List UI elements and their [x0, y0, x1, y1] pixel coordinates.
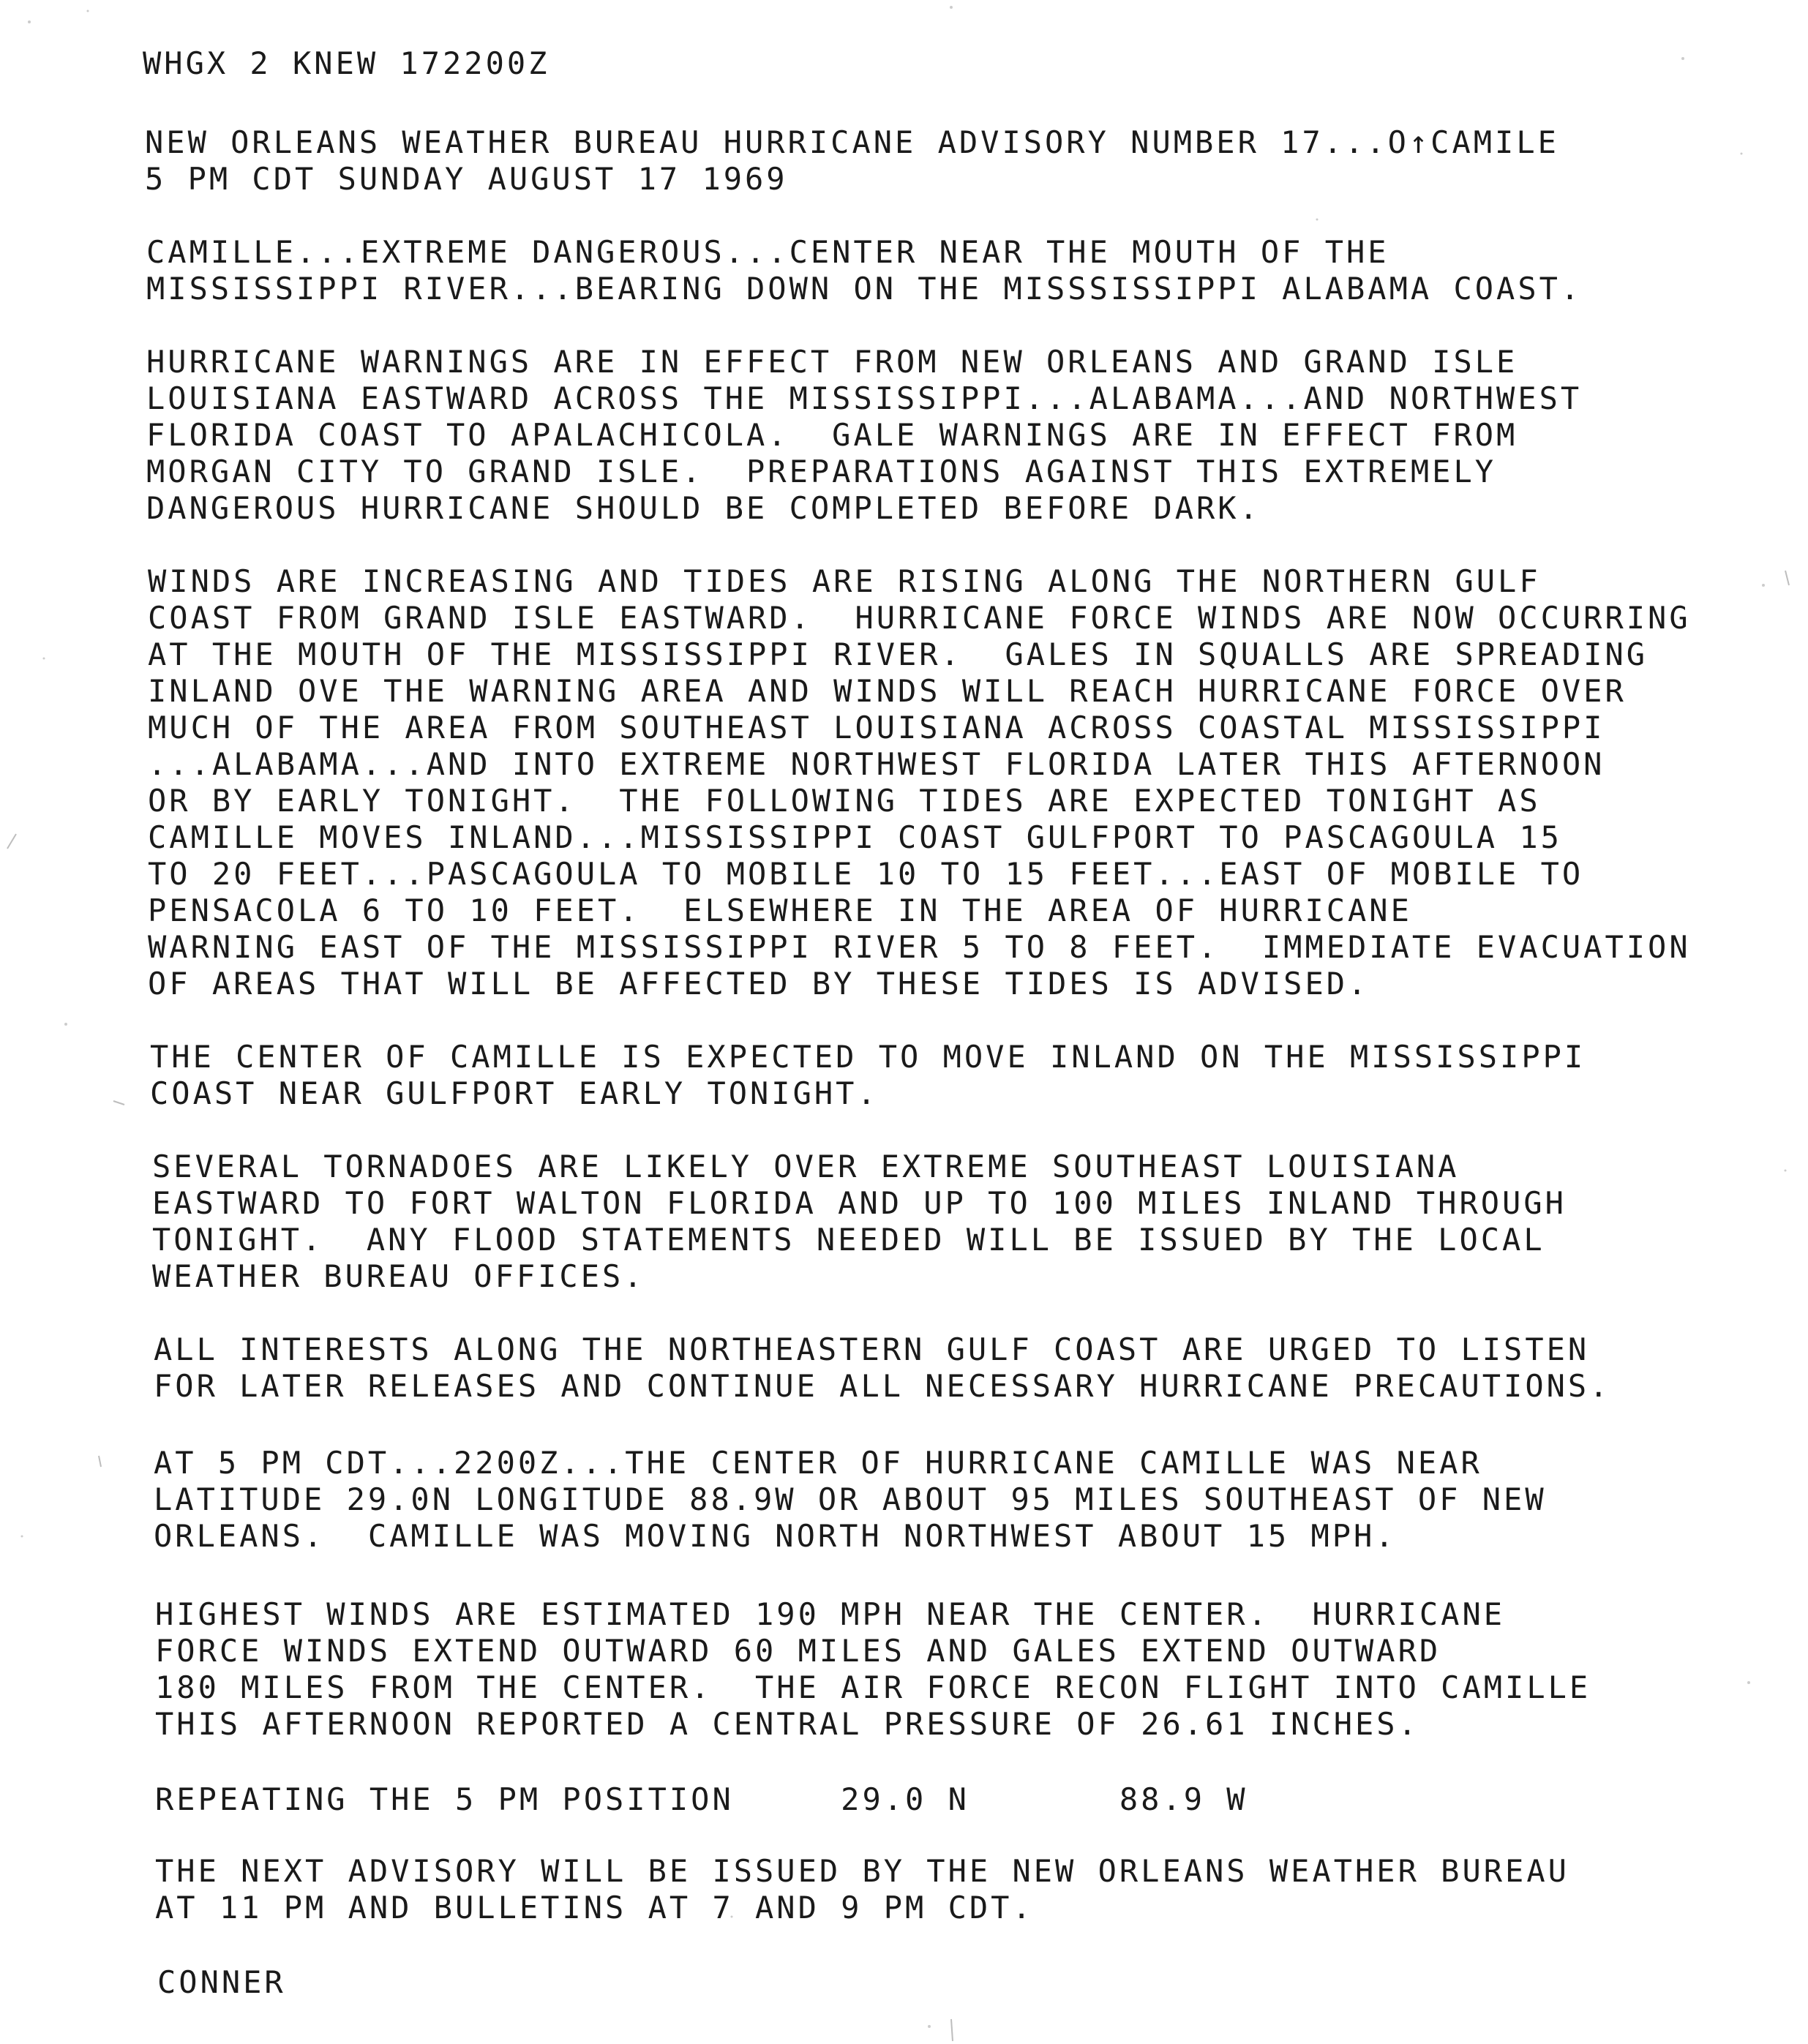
text-line: THE NEXT ADVISORY WILL BE ISSUED BY THE NEW ORLEANS WEATHER BUREAU — [155, 1853, 1569, 1889]
text-line: AT 11 PM AND BULLETINS AT 7 AND 9 PM CDT. — [155, 1890, 1034, 1925]
text-line: COAST NEAR GULFPORT EARLY TONIGHT. — [150, 1075, 879, 1111]
text-line: CONNER — [157, 1964, 286, 2000]
paragraph-warnings — [146, 344, 1582, 527]
text-line: NEW ORLEANS WEATHER BUREAU HURRICANE ADVISORY NUMBER 17...O↑CAMILE — [145, 124, 1559, 160]
text-line: CAMILLE MOVES INLAND...MISSISSIPPI COAST GULFPORT TO PASCAGOULA 15 — [148, 819, 1562, 855]
text-line: OR BY EARLY TONIGHT. THE FOLLOWING TIDES ARE EXPECTED TONIGHT AS — [148, 783, 1541, 819]
text-line: INLAND OVE THE WARNING AREA AND WINDS WILL REACH HURRICANE FORCE OVER — [148, 673, 1627, 709]
text-line: THIS AFTERNOON REPORTED A CENTRAL PRESSURE OF 26.61 INCHES. — [155, 1706, 1419, 1742]
text-line: MUCH OF THE AREA FROM SOUTHEAST LOUISIANA ACROSS COASTAL MISSISSIPPI — [148, 710, 1605, 745]
paragraph-winds-tides — [148, 563, 1691, 1002]
text-line: TONIGHT. ANY FLOOD STATEMENTS NEEDED WILL BE ISSUED BY THE LOCAL — [152, 1222, 1545, 1258]
text-line: REPEATING THE 5 PM POSITION 29.0 N 88.9 W — [155, 1781, 1248, 1817]
text-line: CAMILLE...EXTREME DANGEROUS...CENTER NEAR THE MOUTH OF THE — [146, 234, 1389, 270]
paragraph-tornadoes — [152, 1149, 1567, 1295]
routing-header: WHGX 2 KNEW 172200Z — [143, 45, 550, 81]
text-line: SEVERAL TORNADOES ARE LIKELY OVER EXTREME SOUTHEAST LOUISIANA — [152, 1149, 1460, 1184]
paragraph-interests — [154, 1331, 1610, 1405]
text-line: OF AREAS THAT WILL BE AFFECTED BY THESE TIDES IS ADVISED. — [148, 966, 1370, 1002]
text-line: ORLEANS. CAMILLE WAS MOVING NORTH NORTHWEST ABOUT 15 MPH. — [154, 1518, 1397, 1554]
text-line: COAST FROM GRAND ISLE EASTWARD. HURRICANE FORCE WINDS ARE NOW OCCURRING — [148, 600, 1691, 636]
text-line: LOUISIANA EASTWARD ACROSS THE MISSISSIPPI...ALABAMA...AND NORTHWEST — [146, 380, 1583, 416]
text-line: EASTWARD TO FORT WALTON FLORIDA AND UP TO 100 MILES INLAND THROUGH — [152, 1185, 1567, 1221]
text-line: ALL INTERESTS ALONG THE NORTHEASTERN GULF COAST ARE URGED TO LISTEN — [154, 1331, 1590, 1367]
text-line: AT THE MOUTH OF THE MISSISSIPPI RIVER. GALES IN SQUALLS ARE SPREADING — [148, 636, 1648, 672]
text-line: WINDS ARE INCREASING AND TIDES ARE RISING ALONG THE NORTHERN GULF — [148, 563, 1541, 599]
text-line: MORGAN CITY TO GRAND ISLE. PREPARATIONS AGAINST THIS EXTREMELY — [146, 454, 1497, 489]
text-line: HURRICANE WARNINGS ARE IN EFFECT FROM NEW ORLEANS AND GRAND ISLE — [146, 344, 1518, 380]
paragraph-position — [154, 1445, 1547, 1555]
text-line: TO 20 FEET...PASCAGOULA TO MOBILE 10 TO 15 FEET...EAST OF MOBILE TO — [148, 856, 1584, 892]
paragraph-highest-winds — [155, 1596, 1591, 1743]
text-line: FLORIDA COAST TO APALACHICOLA. GALE WARNINGS ARE IN EFFECT FROM — [146, 417, 1518, 453]
text-line: DANGEROUS HURRICANE SHOULD BE COMPLETED BEFORE DARK. — [146, 490, 1261, 526]
paragraph-signature — [157, 1964, 286, 2001]
paragraph-next-advisory — [155, 1853, 1569, 1926]
text-line: 180 MILES FROM THE CENTER. THE AIR FORCE RECON FLIGHT INTO CAMILLE — [155, 1669, 1591, 1705]
paragraph-repeat-position — [155, 1781, 1248, 1818]
text-line: HIGHEST WINDS ARE ESTIMATED 190 MPH NEAR THE CENTER. HURRICANE — [155, 1596, 1506, 1632]
text-line: WEATHER BUREAU OFFICES. — [152, 1258, 645, 1294]
text-line: PENSACOLA 6 TO 10 FEET. ELSEWHERE IN THE AREA OF HURRICANE — [148, 893, 1412, 928]
text-line: MISSISSIPPI RIVER...BEARING DOWN ON THE MISSSISSIPPI ALABAMA COAST. — [146, 271, 1583, 307]
text-line: FORCE WINDS EXTEND OUTWARD 60 MILES AND GALES EXTEND OUTWARD — [155, 1633, 1441, 1669]
paragraph-center-inland — [150, 1039, 1586, 1112]
text-line: FOR LATER RELEASES AND CONTINUE ALL NECESSARY HURRICANE PRECAUTIONS. — [154, 1368, 1611, 1404]
text-line: ...ALABAMA...AND INTO EXTREME NORTHWEST FLORIDA LATER THIS AFTERNOON — [148, 746, 1605, 782]
advisory-title — [145, 124, 1559, 198]
text-line: LATITUDE 29.0N LONGITUDE 88.9W OR ABOUT 95 MILES SOUTHEAST OF NEW — [154, 1481, 1547, 1517]
text-line: THE CENTER OF CAMILLE IS EXPECTED TO MOVE INLAND ON THE MISSISSIPPI — [150, 1039, 1586, 1075]
text-line: WARNING EAST OF THE MISSISSIPPI RIVER 5 TO 8 FEET. IMMEDIATE EVACUATION — [148, 929, 1691, 965]
paragraph-summary — [146, 234, 1582, 307]
text-line: 5 PM CDT SUNDAY AUGUST 17 1969 — [145, 161, 788, 197]
text-line: AT 5 PM CDT...2200Z...THE CENTER OF HURRICANE CAMILLE WAS NEAR — [154, 1445, 1482, 1481]
